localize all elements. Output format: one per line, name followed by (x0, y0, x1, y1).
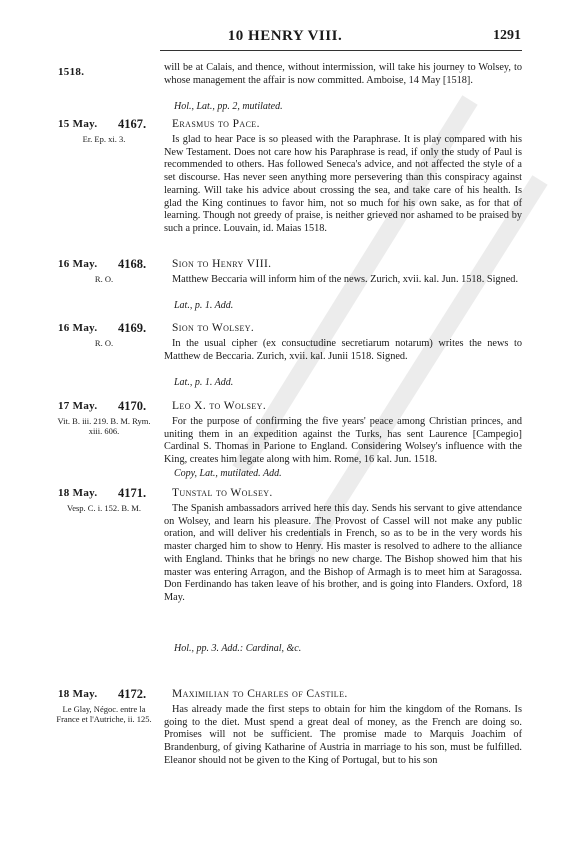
entry-source: Er. Ep. xi. 3. (82, 134, 126, 144)
page-number: 1291 (493, 28, 521, 43)
entry-text: For the purpose of confirming the five years' peace among Christian princes, and uniting them in an expedition against the Turks, has sent Laurence [Campegio] Cardinal S. Thomas in Parione to England. Considering Wolsey's influence with the King, creates him legate along with him. Rome, 16 kal. Jun. 1518. (164, 416, 522, 466)
entry-note: Copy, Lat., mutilated. Add. (174, 468, 282, 479)
continuation-text: will be at Calais, and thence, without intermission, will take his journey to Wolsey, to whose management the affair is now committed. Amboise, 14 May [1518]. (164, 62, 522, 86)
entry-date: 18 May. (58, 688, 98, 700)
entry-number: 4168. (118, 257, 147, 271)
entry-note: Lat., p. 1. Add. (174, 300, 234, 311)
entry-number: 4172. (118, 687, 147, 701)
entry-heading: Sion to Henry VIII. (172, 258, 272, 270)
entry-date: 17 May. (58, 400, 98, 412)
entry-source: R. O. (94, 274, 114, 284)
continuation-note: Hol., Lat., pp. 2, mutilated. (174, 101, 283, 112)
entry-text: Matthew Beccaria will inform him of the news. Zurich, xvii. kal. Jun. 1518. Signed. (172, 274, 519, 285)
entry-date: 15 May. (58, 118, 98, 130)
entry-date: 16 May. (58, 258, 98, 270)
entry-number: 4167. (118, 117, 147, 131)
entry-heading: Sion to Wolsey. (172, 322, 255, 334)
entry-number: 4169. (118, 321, 147, 335)
entry-source: Le Glay, Négoc. entre la France et l'Autriche, ii. 125. (56, 704, 152, 724)
entry-date: 18 May. (58, 487, 98, 499)
entry-source: Vit. B. iii. 219. B. M. Rym. xiii. 606. (57, 416, 151, 436)
entry-note: Hol., pp. 3. Add.: Cardinal, &c. (174, 643, 302, 654)
year-label: 1518. (58, 66, 85, 78)
entry-date: 16 May. (58, 322, 98, 334)
entry-text: Is glad to hear Pace is so pleased with the Paraphrase. It is play compared with his New Testament. Does not care how his Paraphrase is read, if only the study of Paul is recommended to others. Has followed Seneca's advice, and not affected the style of a set discourse. Has never seen anything more persevering than this conspiracy against learning. Will take his advice about crossing the sea, and take care of his health. Is glad the King continues to favor him, not so much for his own sake, as for that of learning. Though not greedy of praise, is neither grieved nor ashamed to be praised by such a prince. Louvain, id. Maias 1518. (164, 134, 522, 234)
entry-source: R. O. (94, 338, 114, 348)
running-title: 10 HENRY VIII. (227, 28, 343, 44)
header-rule (160, 50, 522, 51)
entry-text: The Spanish ambassadors arrived here this day. Sends his servant to give attendance on Wolsey, and learn his pleasure. The Provost of Cassel will not make any public oration, and will deliver his credentials in French, so as to be in the very words his master charged him to show to Henry. His master is resolved to adhere to the alliance with England. Thinks that he brings no new charge. The Bishop showed him that his master was entering Arragon, and the Bishop of Armagh is to meet him at Saragossa. Don Ferdinando has taken leave of his brother, and is going into Flanders. Oxford, 18 May. (164, 503, 522, 603)
entry-number: 4170. (118, 399, 147, 413)
entry-number: 4171. (118, 486, 147, 500)
entry-heading: Leo X. to Wolsey. (172, 400, 267, 412)
entry-heading: Tunstal to Wolsey. (172, 487, 273, 499)
entry-heading: Maximilian to Charles of Castile. (172, 688, 348, 700)
entry-heading: Erasmus to Pace. (172, 118, 260, 130)
entry-text: Has already made the first steps to obtain for him the kingdom of the Romans. Is going to the diet. Must spend a great deal of money, as the French are doing so. Promises will not be sufficient. The promise made to Marquis Joachim of Brandenburg, of giving Katharine of Austria in marriage to his son, must be fulfilled. Eleanor should not be given to the King of Portugal, but to his son (164, 704, 522, 766)
page-header (0, 28, 567, 48)
entry-text: In the usual cipher (ex consuctudine secretiarum notarum) writes the news to Matthew de Beccaria. Zurich, xvii. kal. Junii 1518. Signed. (164, 338, 522, 362)
entry-note: Lat., p. 1. Add. (174, 377, 234, 388)
entry-source: Vesp. C. i. 152. B. M. (67, 503, 141, 513)
